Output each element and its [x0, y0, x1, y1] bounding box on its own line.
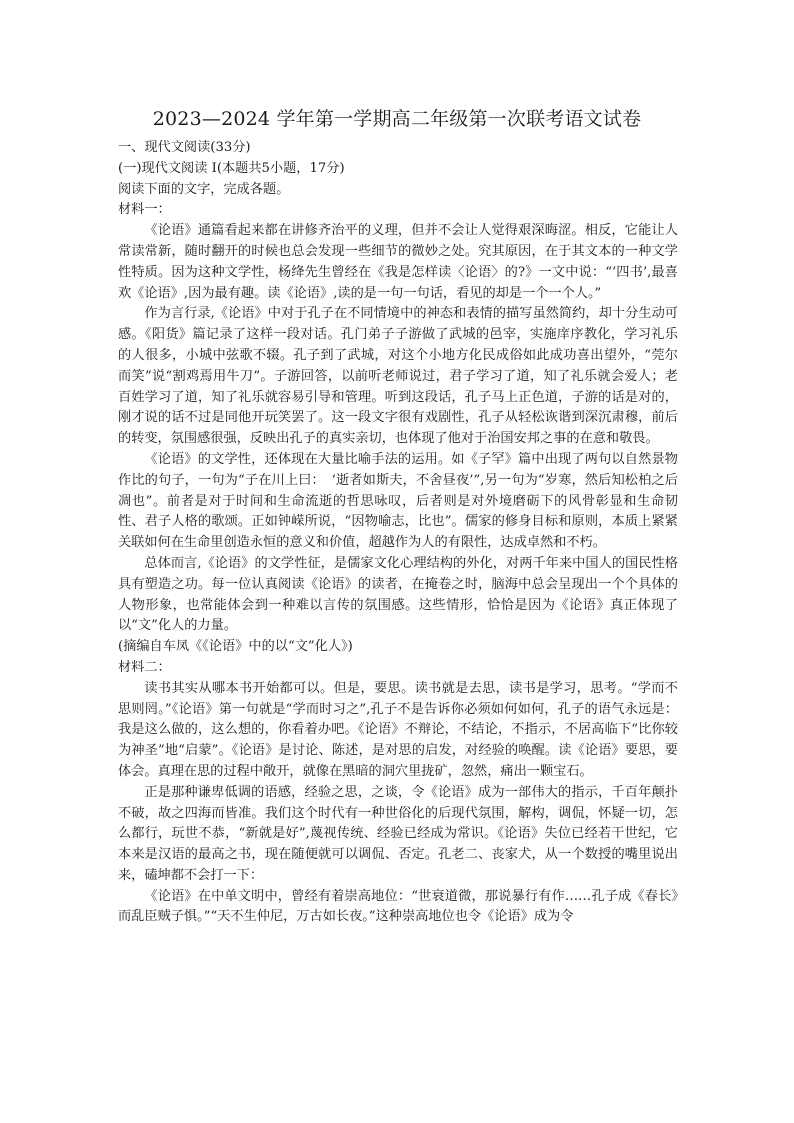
page-title: 2023—2024 学年第一学期高二年级第一次联考语文试卷: [152, 108, 642, 130]
paragraph: 《论语》在中单文明中，曾经有着崇高地位：“世衰道微，那说暴行有作……孔子成《春长》而乱臣贼子惧。”“天不生仲尼，万古如长夜。”这种崇高地位也令《论语》成为令: [118, 888, 678, 925]
paragraph: 读书其实从哪本书开始都可以。但是，要思。读书就是去思，读书是学习，思考。“学而不思则罔。”《论语》第一句就是“学而时习之”,孔子不是告诉你必须如何如何，孔子的语气永远是：我是这么做的，这么想的，你看着办吧。《论语》不辩论，不结论，不指示，不居高临下“比你较为神圣”地“启蒙”。《论语》是讨论、陈述，是对思的启发，对经验的唤醒。读《论语》要思，要体会。真理在思的过程中敞开，就像在黑暗的洞穴里拢矿，忽然，痛出一颗宝石。: [118, 680, 678, 779]
instruction: 阅读下面的文字，完成各题。: [118, 181, 290, 197]
section-heading: 一、现代文阅读(33分): [118, 140, 251, 155]
paragraph: 作为言行录,《论语》中对于孔子在不同情境中的神态和表情的描写虽然简约，却十分生动可感。《阳货》篇记录了这样一段对话。孔门弟子子游做了武城的邑宰，实施庠序教化，学习礼乐的人很多，小城中弦歌不辍。孔子到了武城，对这个小地方化民成俗如此成功喜出望外，“莞尔而笑”说“割鸡焉用牛刀”。子游回答，以前听老师说过，君子学习了道，知了礼乐就会爱人；老百姓学习了道，知了礼乐就容易引导和管理。听到这段话，孔子马上正色道，子游的话是对的，刚才说的话不过是同他开玩笑罢了。这一段文字很有戏剧性，孔子从轻松诙谐到深沉肃穆，前后的转变，氛围感很强，反映出孔子的真实亲切，也体现了他对于治国安邦之事的在意和敬畏。: [118, 306, 678, 447]
material-1-source: (摘编自车凤《《论语》中的以“文”化人》): [118, 639, 353, 655]
paragraph: 《论语》通篇看起来都在讲修齐治平的义理，但并不会让人觉得艰深晦涩。相反，它能让人常读常新，随时翻开的时候也总会发现一些细节的微妙之处。究其原因，在于其文本的一种文学性特质。因为这种文学性，杨绛先生曾经在《我是怎样读〈论语〉的?》一文中说：“‘四书’,最喜欢《论语》,因为最有趣。读《论语》,读的是一句一句话，看见的却是一个一个人。”: [118, 223, 678, 301]
paragraph: 《论语》的文学性，还体现在大量比喻手法的运用。如《子罕》篇中出现了两句以自然景物作比的句子，一句为“子在川上曰： ‘逝者如斯夫，不舍昼夜’”,另一句为“岁寒，然后知松柏之后凋也”。前者是对于时间和生命流逝的哲思咏叹，后者则是对外境磨砺下的风骨彰显和生命韧性、君子人格的歌颂。正如钟嵘所说，“因物喻志，比也”。儒家的修身目标和原则，本质上紧紧关联如何在生命里创造永恒的意义和价值，超越作为人的有限性，达成卓然和不朽。: [118, 451, 678, 551]
material-1-label: 材料一：: [118, 202, 171, 218]
reading-content: [118, 138, 678, 928]
paragraph: 正是那种谦卑低调的语感，经验之思，之谈，令《论语》成为一部伟大的指示，千百年颠扑不破，故之四海而皆准。我们这个时代有一种世俗化的后现代氛围，解构，调侃，怀疑一切，怎么都行，玩世不恭，“新就是好”,蔑视传统、经验已经成为常识。《论语》失位已经若干世纪，它本来是汉语的最高之书，现在随便就可以调侃、否定。孔老二、丧家犬，从一个数授的嘴里说出来，磕坤都不会打一下：: [118, 784, 678, 883]
paragraph: 总体而言,《论语》的文学性征，是儒家文化心理结构的外化，对两千年来中国人的国民性格具有塑造之功。每一位认真阅读《论语》的读者，在掩卷之时，脑海中总会呈现出一个个具体的人物形象，也常能体会到一种难以言传的氛围感。这些情形，恰恰是因为《论语》真正体现了以“文”化人的力量。: [118, 555, 678, 634]
subsection-heading: (一)现代文阅读 I(本题共5小题，17分): [118, 160, 345, 176]
material-2-label: 材料二：: [118, 659, 171, 675]
